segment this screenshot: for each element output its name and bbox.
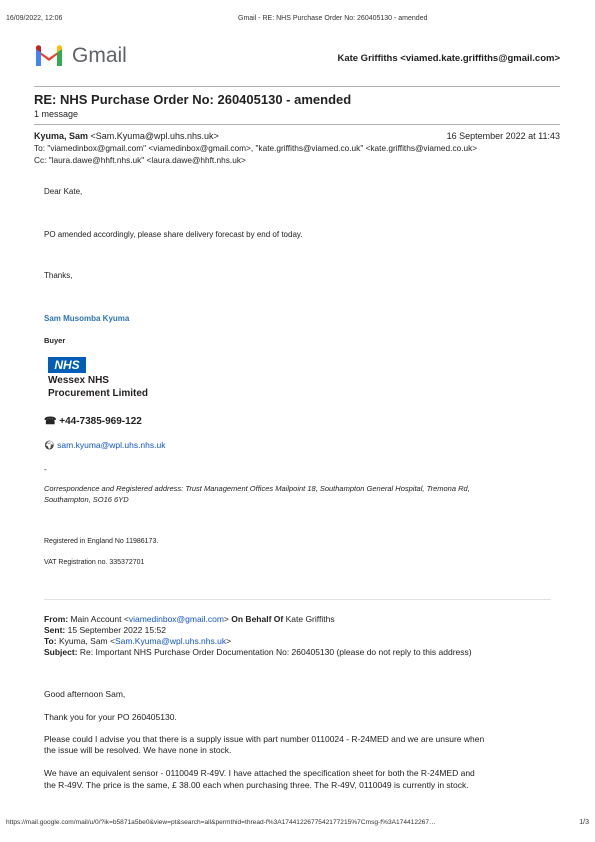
quoted-behalf-label: On Behalf Of [231,614,284,624]
signature-dash: - [44,465,47,474]
quoted-to-email-link[interactable]: Sam.Kyuma@wpl.uhs.nhs.uk [114,636,227,646]
quoted-from-label: From: [44,614,69,624]
message-cc: Cc: "laura.dawe@hhft.nhs.uk" <laura.dawe@hhft.nhs.uk> [34,155,246,165]
quoted-paragraph-2b: the issue will be resolved. We have none in stock. [44,745,232,755]
account-header: Kate Griffiths <viamed.kate.griffiths@gmail.com> [337,53,560,64]
registered-address-line2: Southampton, SO16 6YD [44,495,129,504]
quoted-to-line [44,636,231,646]
nhs-logo: NHS [48,357,86,373]
org-line1: Wessex NHS [48,375,109,386]
message-from [34,131,219,141]
sender-name: Kyuma, Sam [34,131,89,141]
thanks: Thanks, [44,271,73,280]
quoted-to-tail: > [226,636,232,646]
signature-phone-row [44,416,142,427]
quoted-paragraph-3a: We have an equivalent sensor - 0110049 R-49V. I have attached the specification sheet for both the R-24MED and [44,768,475,778]
quoted-to-label: To: [44,636,57,646]
print-title: Gmail - RE: NHS Purchase Order No: 260405130 - amended [238,15,428,22]
quote-divider [44,599,551,600]
message-count: 1 message [34,109,79,119]
print-page-number: 1/3 [579,819,589,826]
print-url: https://mail.google.com/mail/u/0/?ik=b5871a5be0&view=pt&search=all&permthid=thread-f%3A1744122677542177215%7Cmsg-f%3A174412267… [6,819,436,826]
quoted-greeting: Good afternoon Sam, [44,689,126,699]
signature-role: Buyer [44,336,66,345]
quoted-paragraph-2a: Please could I advise you that there is a supply issue with part number 0110024 - R-24MED and we are unsure when [44,734,485,744]
quoted-to-text: Kyuma, Sam < [58,636,115,646]
quoted-from-tail: > [223,614,229,624]
vat-registration: VAT Registration no. 335372701 [44,559,145,566]
quoted-subject-value: Re: Important NHS Purchase Order Documentation No: 260405130 (please do not reply to this address) [79,647,472,657]
signature-name: Sam Musomba Kyuma [44,314,130,323]
body-text: PO amended accordingly, please share delivery forecast by end of today. [44,230,303,239]
thread-subject: RE: NHS Purchase Order No: 260405130 - amended [34,92,352,107]
org-line2: Procurement Limited [48,388,149,399]
quoted-from-text: Main Account < [70,614,129,624]
greeting: Dear Kate, [44,187,83,196]
gmail-logo-icon [34,44,64,68]
print-datetime: 16/09/2022, 12:06 [6,15,63,22]
globe-icon: 🌍︎ [44,440,55,450]
phone-icon: ☎ [44,416,57,427]
quoted-paragraph-1: Thank you for your PO 260405130. [44,712,177,722]
sender-email: <Sam.Kyuma@wpl.uhs.nhs.uk> [90,131,219,141]
quoted-sent-value: 15 September 2022 15:52 [67,625,166,635]
header-divider [34,86,560,87]
signature-email-link[interactable]: sam.kyuma@wpl.uhs.nhs.uk [57,440,166,450]
subject-divider [34,124,560,125]
gmail-logo-text: Gmail [72,44,127,67]
quoted-behalf-name: Kate Griffiths [285,614,335,624]
quoted-paragraph-3b: the R-49V. The price is the same, £ 38.00 each when purchasing three. The R-49V, 0110049 is currently in stock. [44,780,469,790]
registered-address: Correspondence and Registered address: Trust Management Offices Mailpoint 18, Southampton General Hospital, Tremona Rd, [44,484,470,493]
quoted-subject-line [44,647,472,657]
quoted-sent-label: Sent: [44,625,66,635]
quoted-subject-label: Subject: [44,647,78,657]
quoted-sent-line [44,625,166,635]
message-to: To: "viamedinbox@gmail.com" <viamedinbox@gmail.com>, "kate.griffiths@viamed.co.uk" <kate.griffiths@viamed.co.uk> [34,143,478,153]
quoted-from-email-link[interactable]: viamedinbox@gmail.com [128,614,224,624]
message-date: 16 September 2022 at 11:43 [446,131,560,141]
signature-phone: +44-7385-969-122 [59,416,142,427]
company-registration: Registered in England No 11986173. [44,538,159,545]
signature-email-row [44,440,165,451]
quoted-from-line [44,614,335,624]
